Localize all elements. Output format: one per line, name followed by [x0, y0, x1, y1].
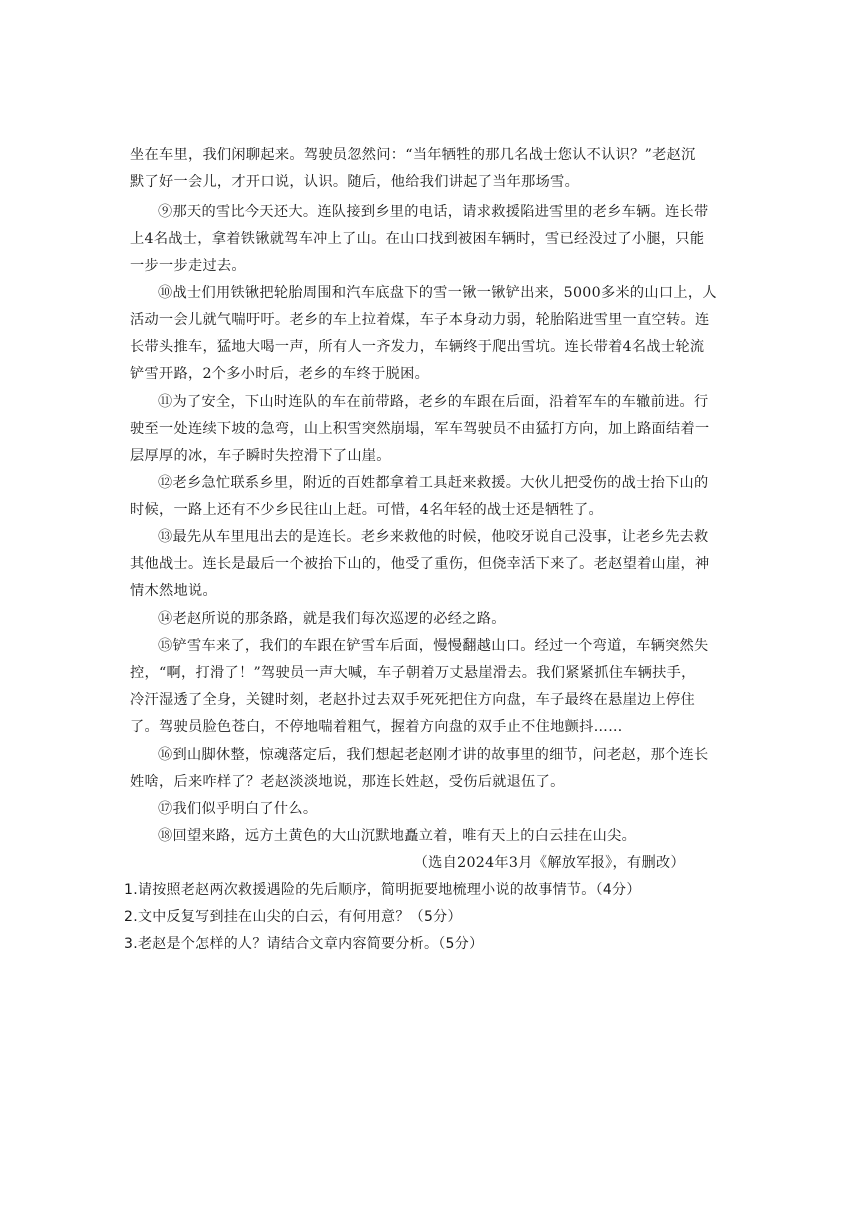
- text-line: 长带头推车，猛地大喝一声，所有人一齐发力，车辆终于爬出雪坑。连长带着4名战士轮流: [130, 339, 705, 355]
- text-line: 坐在车里，我们闲聊起来。驾驶员忽然问：“当年牺牲的那几名战士您认不认识？”老赵沉: [130, 147, 696, 163]
- text-line: 驶至一处连续下坡的急弯，山上积雪突然崩塌，军车驾驶员不由猛打方向，加上路面结着一: [130, 421, 710, 437]
- question-2: 2.文中反复写到挂在山尖的白云，有何用意？（5分）: [124, 909, 462, 925]
- text-line: ⑩战士们用铁锹把轮胎周围和汽车底盘下的雪一锹一锹铲出来，5000多米的山口上，人: [158, 285, 717, 301]
- text-line: ⑮铲雪车来了，我们的车跟在铲雪车后面，慢慢翻越山口。经过一个弯道，车辆突然失: [158, 638, 709, 654]
- text-line: 默了好一会儿，才开口说，认识。随后，他给我们讲起了当年那场雪。: [130, 174, 580, 190]
- text-line: 铲雪开路，2个多小时后，老乡的车终于脱困。: [130, 366, 430, 382]
- question-3: 3.老赵是个怎样的人？请结合文章内容简要分析。（5分）: [124, 936, 484, 952]
- text-line: ⑨那天的雪比今天还大。连队接到乡里的电话，请求救援陷进雪里的老乡车辆。连长带: [158, 204, 709, 220]
- text-line: 情木然地说。: [130, 583, 217, 599]
- text-line: ⑯到山脚休整，惊魂落定后，我们想起老赵刚才讲的故事里的细节，问老赵，那个连长: [158, 747, 709, 763]
- text-line: ⑬最先从车里甩出去的是连长。老乡来救他的时候，他咬牙说自己没事，让老乡先去救: [158, 529, 709, 545]
- text-line: 控，“啊，打滑了！”驾驶员一声大喊，车子朝着万丈悬崖滑去。我们紧紧抓住车辆扶手，: [130, 665, 696, 681]
- text-line: 了。驾驶员脸色苍白，不停地喘着粗气，握着方向盘的双手止不住地颤抖……: [130, 719, 623, 735]
- text-line: 上4名战士，拿着铁锹就驾车冲上了山。在山口找到被困车辆时，雪已经没过了小腿，只能: [130, 231, 705, 247]
- text-line: 层厚厚的冰，车子瞬时失控滑下了山崖。: [130, 448, 391, 464]
- text-line: ⑪为了安全，下山时连队的车在前带路，老乡的车跟在后面，沿着军车的车辙前进。行: [158, 394, 709, 410]
- question-1: 1.请按照老赵两次救援遇险的先后顺序，简明扼要地梳理小说的故事情节。（4分）: [124, 882, 641, 898]
- text-line: 姓啥，后来咋样了？老赵淡淡地说，那连长姓赵，受伤后就退伍了。: [130, 774, 565, 790]
- text-line: 冷汗湿透了全身，关键时刻，老赵扑过去双手死死把住方向盘，车子最终在悬崖边上停住: [130, 692, 696, 708]
- text-line: 一步一步走过去。: [130, 258, 246, 274]
- text-line: 其他战士。连长是最后一个被抬下山的，他受了重伤，但侥幸活下来了。老赵望着山崖，神: [130, 556, 710, 572]
- text-line: ⑫老乡急忙联系乡里，附近的百姓都拿着工具赶来救援。大伙儿把受伤的战士抬下山的: [158, 475, 709, 491]
- text-line: 活动一会儿就气喘吁吁。老乡的车上拉着煤，车子本身动力弱，轮胎陷进雪里一直空转。连: [130, 312, 710, 328]
- source-citation: （选自2024年3月《解放军报》，有删改）: [413, 855, 685, 871]
- text-line: ⑭老赵所说的那条路，就是我们每次巡逻的必经之路。: [158, 611, 506, 627]
- text-line: ⑰我们似乎明白了什么。: [158, 801, 318, 817]
- text-line: ⑱回望来路，远方土黄色的大山沉默地矗立着，唯有天上的白云挂在山尖。: [158, 828, 637, 844]
- text-line: 时候，一路上还有不少乡民往山上赶。可惜，4名年轻的战士还是牺牲了。: [130, 502, 603, 518]
